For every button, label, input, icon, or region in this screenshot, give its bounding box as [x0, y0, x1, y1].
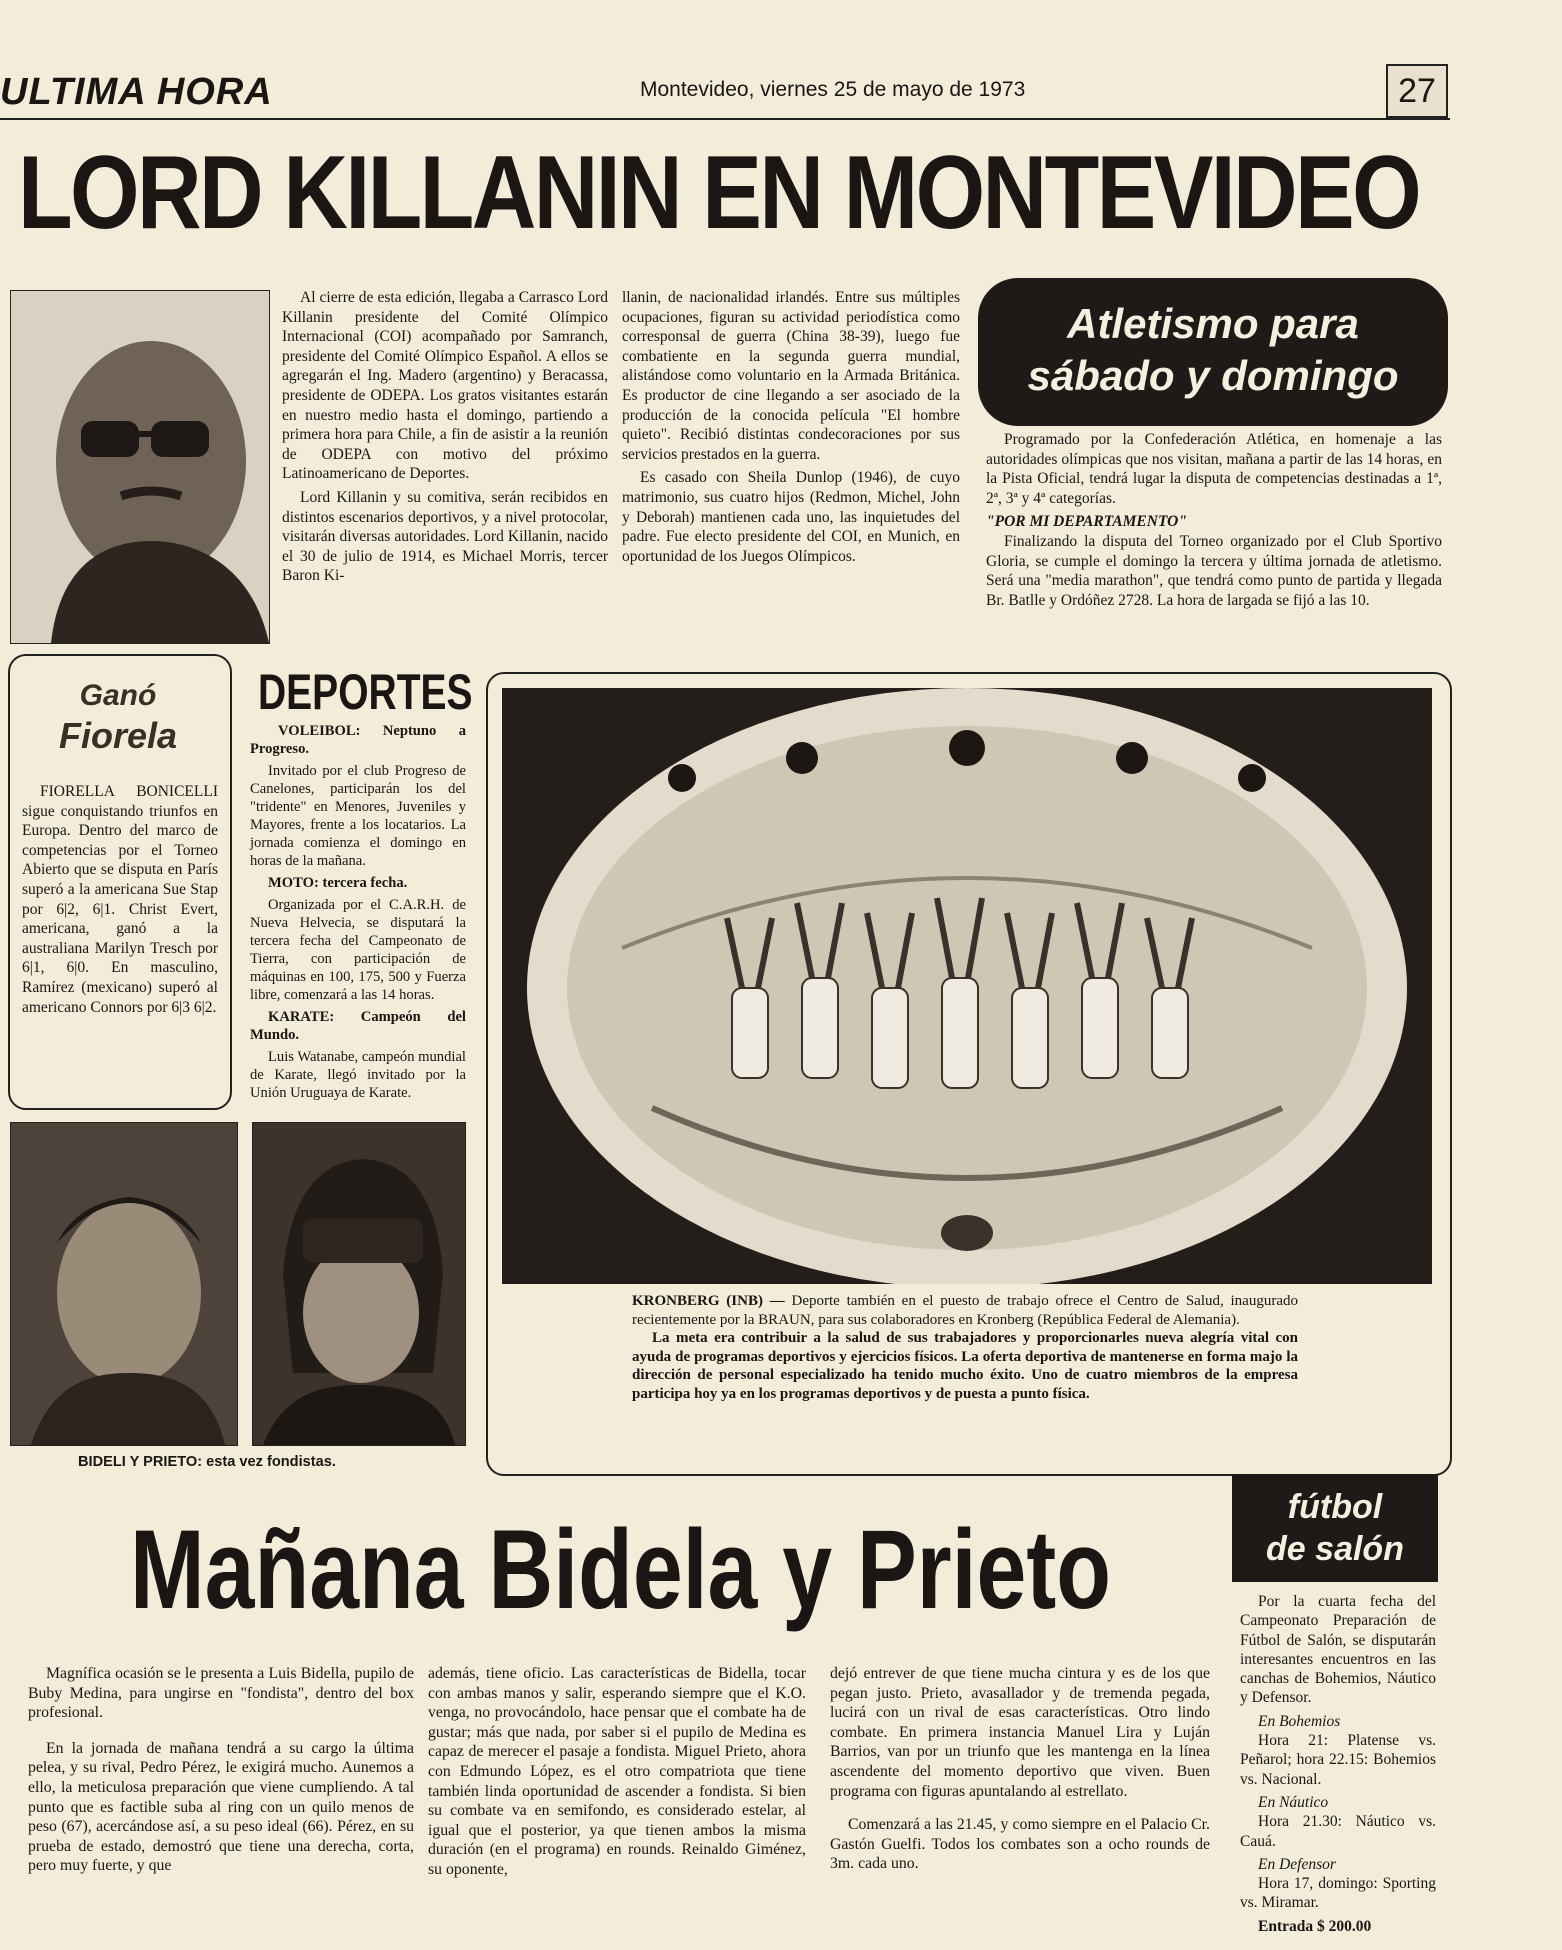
futbol-title-line2: de salón [1266, 1530, 1404, 1568]
deportes-karate [250, 1008, 466, 1044]
bidela-col3 [830, 1664, 1210, 1878]
voleibol-label: VOLEIBOL: [278, 723, 361, 739]
bidela-headline: Mañana Bidela y Prieto [130, 1507, 1111, 1632]
kronberg-caption [632, 1292, 1298, 1404]
kronberg-caption-p1 [632, 1292, 1298, 1329]
deportes-voleibol [250, 722, 466, 758]
killanin-portrait [10, 290, 270, 644]
killanin-article-col2 [622, 288, 960, 570]
killanin-article-col1 [282, 288, 608, 590]
killanin-paragraph: Al cierre de esta edición, llegaba a Carrasco Lord Killanin presidente del Comité Olímpico Internacional (COI) acompañado por Samranch, presidente del Comité Olímpico Español. A ellos se agregarán el Ing. Madero (argentino) y Beracassa, presidente de ODEPA. Los gratos visitantes estarán en nuestro medio hasta el domingo, partiendo a primera hora para Chile, a fin de asistir a la reunión de ODEPA con motivo del próximo Latinoamericano de Deportes. [282, 289, 608, 483]
futbol-venue: En Náutico [1258, 1793, 1329, 1811]
futbol-games: Hora 21.30: Náutico vs. Cauá. [1240, 1813, 1436, 1850]
voleibol-lead: Neptuno a Progreso. [250, 723, 466, 757]
futbol-salon-title-box [1232, 1474, 1438, 1582]
atletismo-subhead: "POR MI DEPARTAMENTO" [986, 513, 1187, 531]
dateline: Montevideo, viernes 25 de mayo de 1973 [640, 78, 1026, 101]
futbol-title-line1: fútbol [1287, 1488, 1383, 1526]
atletismo-paragraph: Programado por la Confederación Atlética, en homenaje a las autoridades olímpicas que nos visitan, mañana a partir de las 14 horas, en la Pista Oficial, tendrá lugar la disputa de competencias destinadas a 1ª, 2ª, 3ª y 4ª categorías. [986, 431, 1442, 507]
kronberg-lead-text: Deporte también en el puesto de trabajo ofrece el Centro de Salud, inaugurado recientemente por la BRAUN, para sus colaboradores en Kronberg (República Federal de Alemania). [632, 1293, 1298, 1328]
fiorela-article [22, 782, 218, 1021]
killanin-paragraph: Lord Killanin y su comitiva, serán recibidos en distintos escenarios deportivos, y a nivel protocolar, visitarán diversas autoridades. Lord Killanin, nacido el 30 de julio de 1914, es Michael Morris, tercer Baron Ki- [282, 488, 608, 585]
bidela-paragraph: Comenzará a las 21.45, y como siempre en el Palacio Cr. Gastón Guelfi. Todos los combates son a ocho rounds de 3m. cada uno. [830, 1816, 1210, 1873]
karate-lead: Campeón del Mundo. [250, 1009, 466, 1043]
karate-body: Luis Watanabe, campeón mundial de Karate, llegó invitado por la Unión Uruguaya de Karate. [250, 1049, 466, 1101]
moto-body: Organizada por el C.A.R.H. de Nueva Helvecia, se disputará la tercera fecha del Campeonato de Tierra, con participación de máquinas en 100, 175, 500 y Fuerza libre, comenzará a las 14 horas. [250, 897, 466, 1003]
voleibol-body: Invitado por el club Progreso de Canelones, participarán los del "tridente" en Menores, Juveniles y Mayores, frente a los locatarios. La jornada comienza el domingo en horas de la mañana. [250, 763, 466, 869]
fiorela-paragraph: FIORELLA BONICELLI sigue conquistando triunfos en Europa. Dentro del marco de competencias por el Torneo Abierto que se disputa en París superó a la americana Sue Stap por 6|2, 6|1. Christ Evert, americana, ganó a la australiana Marilyn Tresch por 6|1, 6|0. En masculino, Ramírez (mexicano) superó al americano Connors por 6|3 6|2. [22, 783, 218, 1016]
atletismo-paragraph: Finalizando la disputa del Torneo organizado por el Club Sportivo Gloria, se cumple el domingo la tercera y última jornada de atletismo. Será una "media marathon", que tendrá como punto de partida y llegada Br. Batlle y Ordóñez 2728. La hora de largada se fijó a las 10. [986, 532, 1442, 609]
karate-label: KARATE: [268, 1009, 335, 1025]
boxers-caption: BIDELI Y PRIETO: esta vez fondistas. [78, 1454, 336, 1470]
fiorela-title [20, 676, 216, 756]
atletismo-title-box [978, 278, 1448, 426]
bidela-paragraph: Magnífica ocasión se le presenta a Luis Bidella, pupilo de Buby Medina, para ungirse en "fondista", dentro del box profesional. [28, 1665, 414, 1722]
deportes-title: DEPORTES [258, 664, 473, 720]
atletismo-title-line1: Atletismo para [1067, 300, 1359, 347]
futbol-intro: Por la cuarta fecha del Campeonato Preparación de Fútbol de Salón, se disputarán interesantes encuentros en las canchas de Bohemios, Náutico y Defensor. [1240, 1593, 1436, 1707]
boxer-photo-prieto [252, 1122, 466, 1446]
bidela-paragraph: dejó entrever de que tiene mucha cintura y es de los que pegan justo. Prieto, avasallador y de tremenda pegada, lucirá con un rival de esas características. Otro lindo combate. En primera instancia Manuel Lira y Luján Barrios, van por un triunfo que les mantenga en la línea ascendente del momento deportivo que viven. Buen programa con figuras apuntalando al estrellato. [830, 1665, 1210, 1800]
moto-lead: tercera fecha. [322, 875, 408, 891]
futbol-salon-article [1240, 1592, 1436, 1936]
atletismo-title-line2: sábado y domingo [1027, 352, 1399, 399]
kronberg-caption-p2: La meta era contribuir a la salud de sus trabajadores y proporcionarles nueva alegría vital con ayuda de programas deportivos y ejercicios físicos. La oferta deportiva de mantenerse en forma majo la dirección de personal especializado ha tenido mucho éxito. Uno de cuatro miembros de la empresa participa hoy ya en los programas deportivos y de puesta a punto física. [632, 1330, 1298, 1402]
deportes-moto [250, 874, 466, 892]
bidela-paragraph: además, tiene oficio. Las características de Bidella, tocar con ambas manos y salir, esperando siempre que el K.O. venga, no provocándolo, hace pensar que el combate ha de gustar; más que nada, por saber si el pupilo de Medina es capaz de merecer el pasaje a fondista. Miguel Prieto, ahora con Edmundo López, es el otro compatriota que tiene también linda oportunidad de ascender a fondista. Si bien su combate va en semifondo, es considerado estelar, al igual que el posterior, ya que tienen ambos la misma duración (en el programa) en rounds. Reinaldo Giménez, su oponente, [428, 1665, 806, 1878]
kronberg-lead-label: KRONBERG (INB) — [632, 1293, 785, 1309]
killanin-paragraph: llanin, de nacionalidad irlandés. Entre sus múltiples ocupaciones, figuran su actividad periodística como corresponsal de guerra (China 38-39), luego fue combatiente en la segunda guerra mundial, alistándose como voluntario en la Armada Británica. Es productor de cine llegando a ser asociado de la producción de la conocida película "El hombre quieto". Recibió distintas condecoraciones por sus servicios prestados en la guerra. [622, 289, 960, 463]
atletismo-article [986, 430, 1442, 614]
kronberg-photo [502, 688, 1432, 1284]
page-number: 27 [1386, 64, 1448, 118]
deportes-article [250, 722, 466, 1106]
main-headline: LORD KILLANIN EN MONTEVIDEO [18, 135, 1420, 251]
bidela-col1 [28, 1664, 414, 1880]
moto-label: MOTO: [268, 875, 319, 891]
killanin-paragraph: Es casado con Sheila Dunlop (1946), de cuyo matrimonio, sus cuatro hijos (Redmon, Michel, John y Deborah) mantienen cada uno, las inquietudes del padre. Fue electo presidente del COI, en Munich, en oportunidad de los Juegos Olímpicos. [622, 469, 960, 565]
futbol-venue: En Bohemios [1258, 1712, 1341, 1730]
boxer-photo-bideli [10, 1122, 238, 1446]
masthead-logo: ULTIMA HORA [0, 71, 273, 113]
futbol-games: Hora 21: Platense vs. Peñarol; hora 22.15: Bohemios vs. Nacional. [1240, 1732, 1436, 1788]
futbol-entrada: Entrada $ 200.00 [1258, 1917, 1372, 1935]
fiorela-title-line2: Fiorela [58, 715, 178, 756]
futbol-venue: En Defensor [1258, 1855, 1336, 1873]
fiorela-title-line1: Ganó [79, 679, 157, 712]
bidela-paragraph: En la jornada de mañana tendrá a su cargo la última pelea, y su rival, Pedro Pérez, le exigirá mucho. Aunemos a ello, la meticulosa preparación que viene cumpliendo. A tal punto que es factible suba al ring con un quilo menos de peso (67), acercándose así, a su peso ideal (66). Pérez, en su prueba de estado, demostró que tiene una derecha, corta, pero muy fuerte, y que [28, 1739, 414, 1875]
bidela-col2 [428, 1664, 806, 1884]
futbol-games: Hora 17, domingo: Sporting vs. Miramar. [1240, 1875, 1436, 1912]
